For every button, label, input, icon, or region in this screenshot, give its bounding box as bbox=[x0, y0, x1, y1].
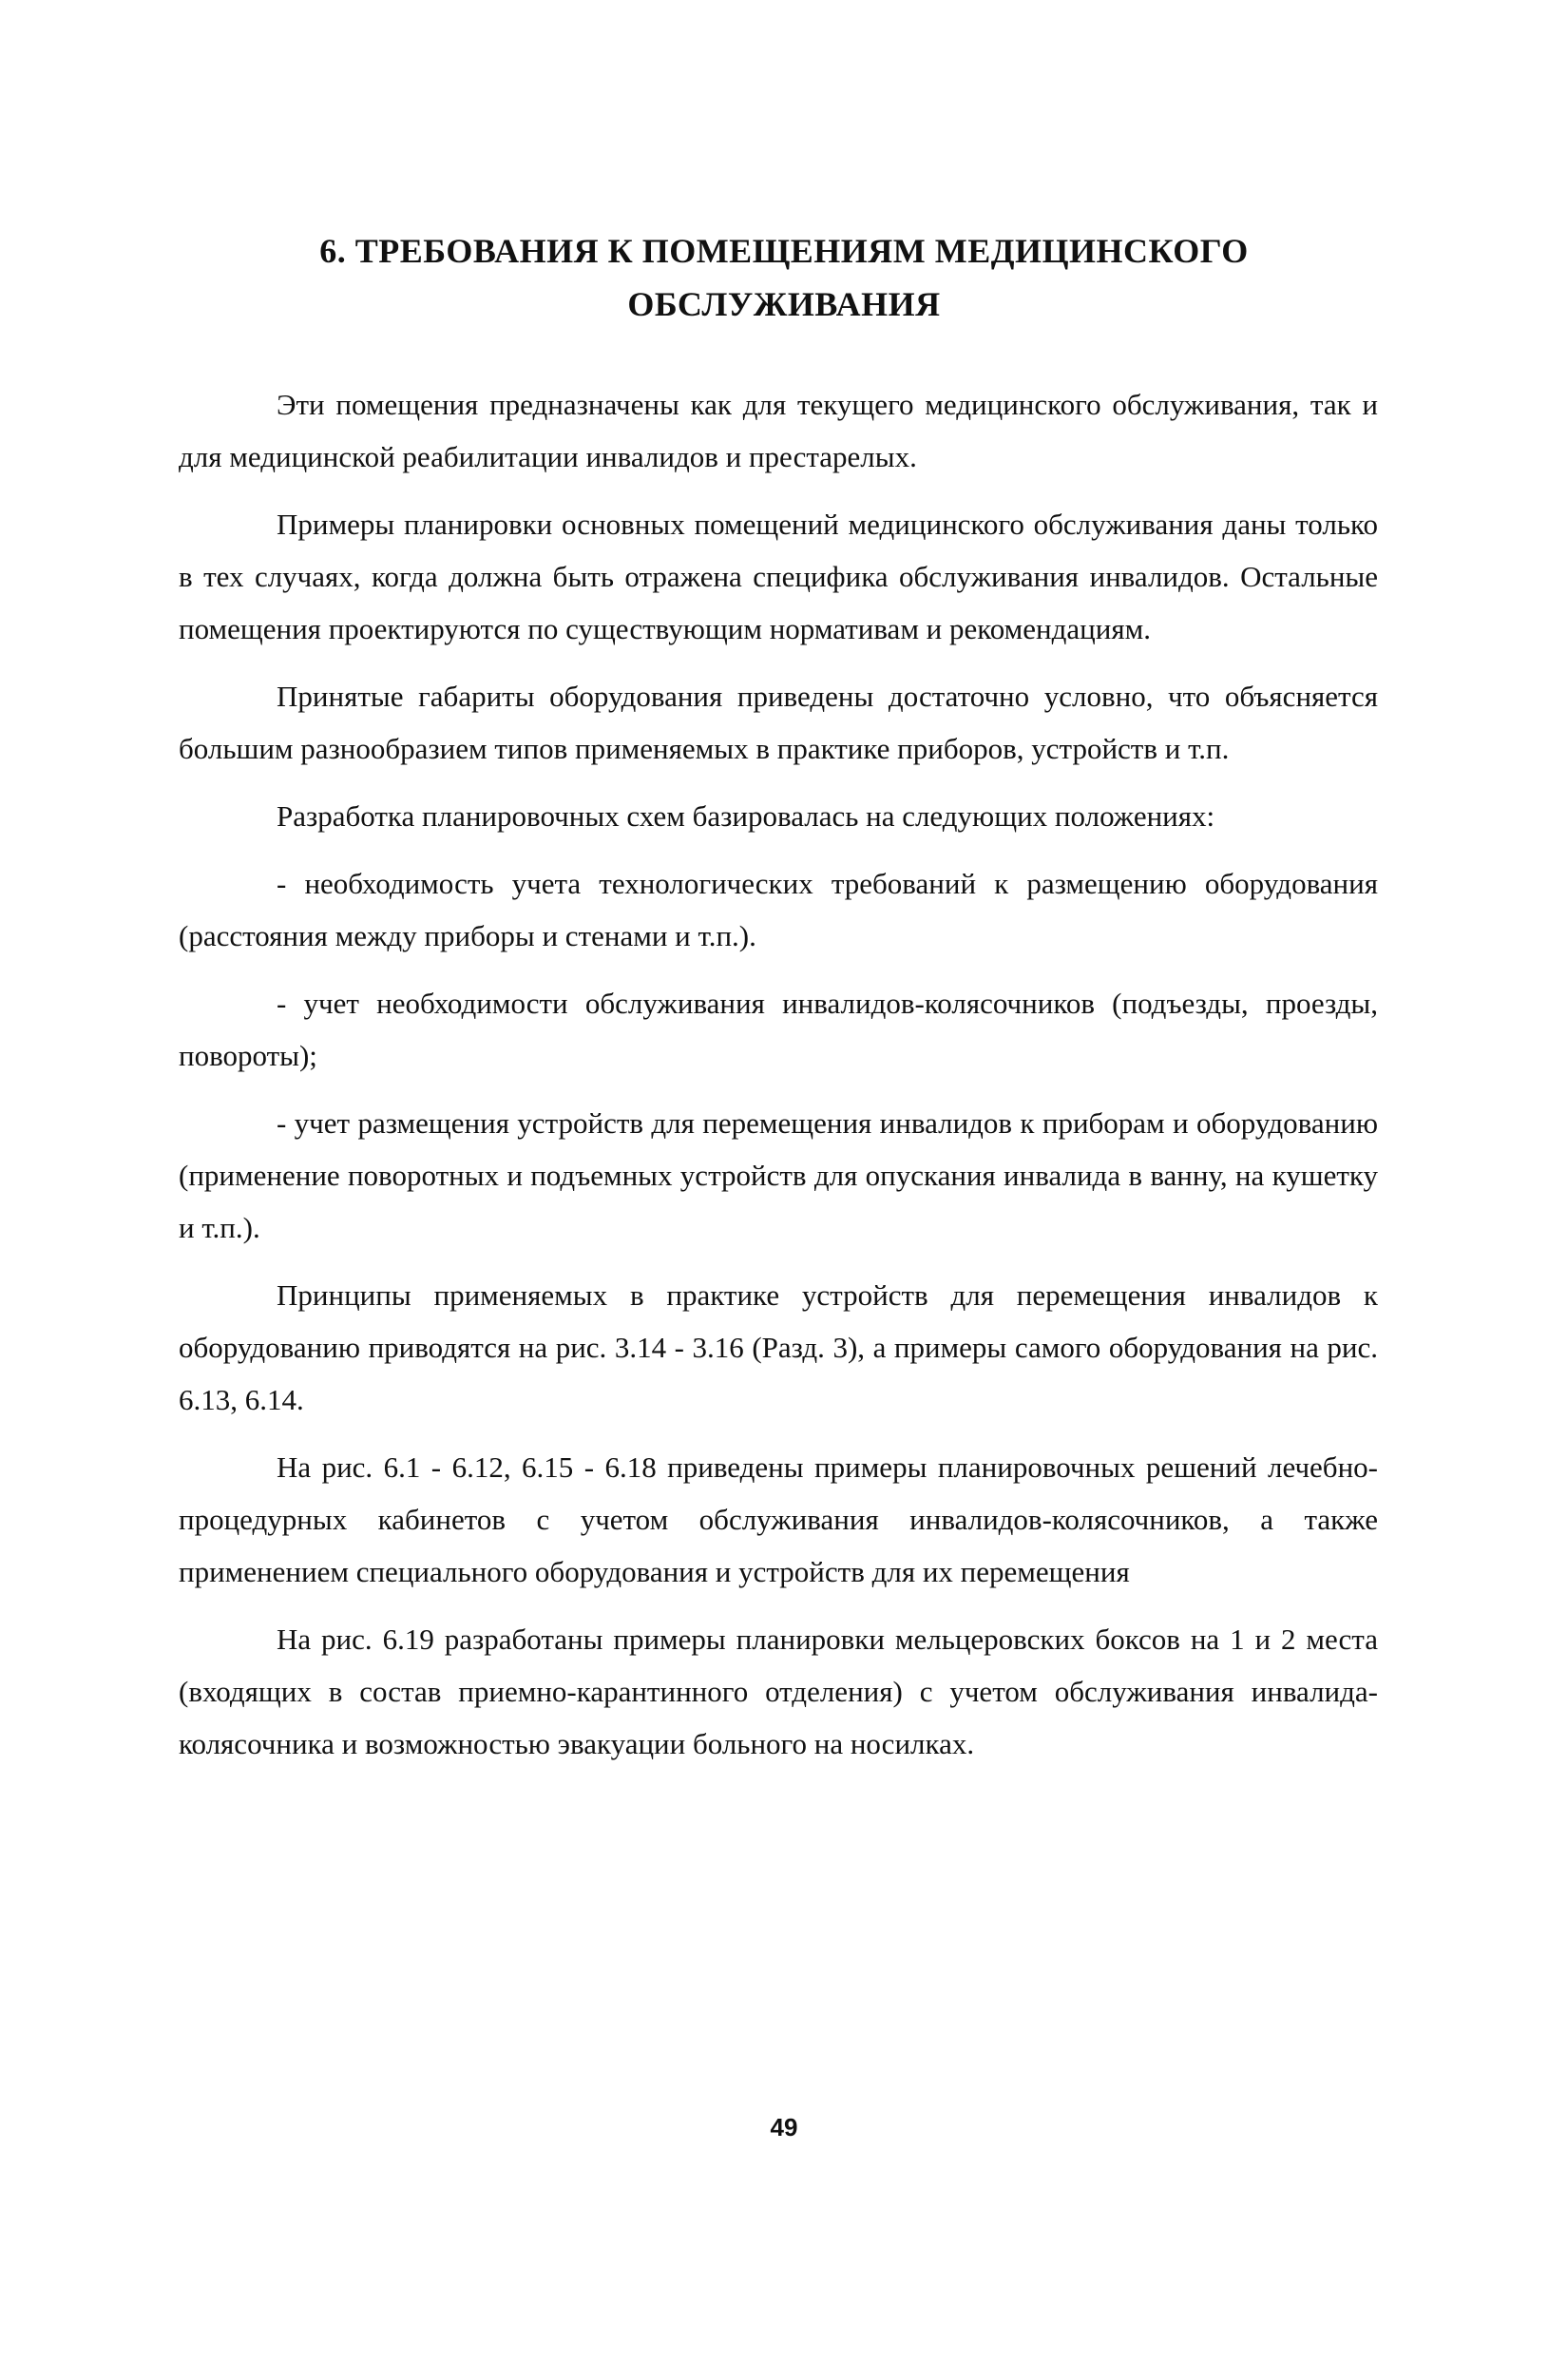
section-title bbox=[171, 224, 1397, 331]
section-title-line-2: ОБСЛУЖИВАНИЯ bbox=[627, 285, 941, 323]
paragraph: На рис. 6.1 - 6.12, 6.15 - 6.18 приведены примеры планировочных решений лечебно-процедурных кабинетов с учетом обслуживания инвалидов-колясочников, а также применением специального оборудования и устройств для их перемещения bbox=[179, 1450, 1378, 1588]
list-item-paragraph: - необходимость учета технологических требований к размещению оборудования (расстояния между приборы и стенами и т.п.). bbox=[179, 867, 1378, 952]
section-title-line-1: 6. ТРЕБОВАНИЯ К ПОМЕЩЕНИЯМ МЕДИЦИНСКОГО bbox=[319, 232, 1249, 270]
body-text bbox=[179, 378, 1378, 1785]
paragraph: Эти помещения предназначены как для текущего медицинского обслуживания, так и для медицинской реабилитации инвалидов и престарелых. bbox=[179, 388, 1378, 473]
page-number: 49 bbox=[770, 2113, 798, 2141]
paragraph: Разработка планировочных схем базировалась на следующих положениях: bbox=[277, 799, 1215, 833]
list-item-paragraph: - учет необходимости обслуживания инвалидов-колясочников (подъезды, проезды, повороты); bbox=[179, 987, 1378, 1072]
paragraph: Принципы применяемых в практике устройств для перемещения инвалидов к оборудованию приводятся на рис. 3.14 - 3.16 (Разд. 3), а примеры самого оборудования на рис. 6.13, 6.14. bbox=[179, 1278, 1378, 1416]
paragraph: Примеры планировки основных помещений медицинского обслуживания даны только в тех случаях, когда должна быть отражена специфика обслуживания инвалидов. Остальные помещения проектируются по существующим нормативам и рекомендациям. bbox=[179, 508, 1378, 645]
list-item-paragraph: - учет размещения устройств для перемещения инвалидов к приборам и оборудованию (применение поворотных и подъемных устройств для опускания инвалида в ванну, на кушетку и т.п.). bbox=[179, 1106, 1378, 1244]
paragraph: Принятые габариты оборудования приведены достаточно условно, что объясняется большим разнообразием типов применяемых в практике приборов, устройств и т.п. bbox=[179, 680, 1378, 765]
paragraph: На рис. 6.19 разработаны примеры планировки мельцеровских боксов на 1 и 2 места (входящих в состав приемно-карантинного отделения) с учетом обслуживания инвалида-колясочника и возможностью эвакуации больного на носилках. bbox=[179, 1623, 1378, 1760]
